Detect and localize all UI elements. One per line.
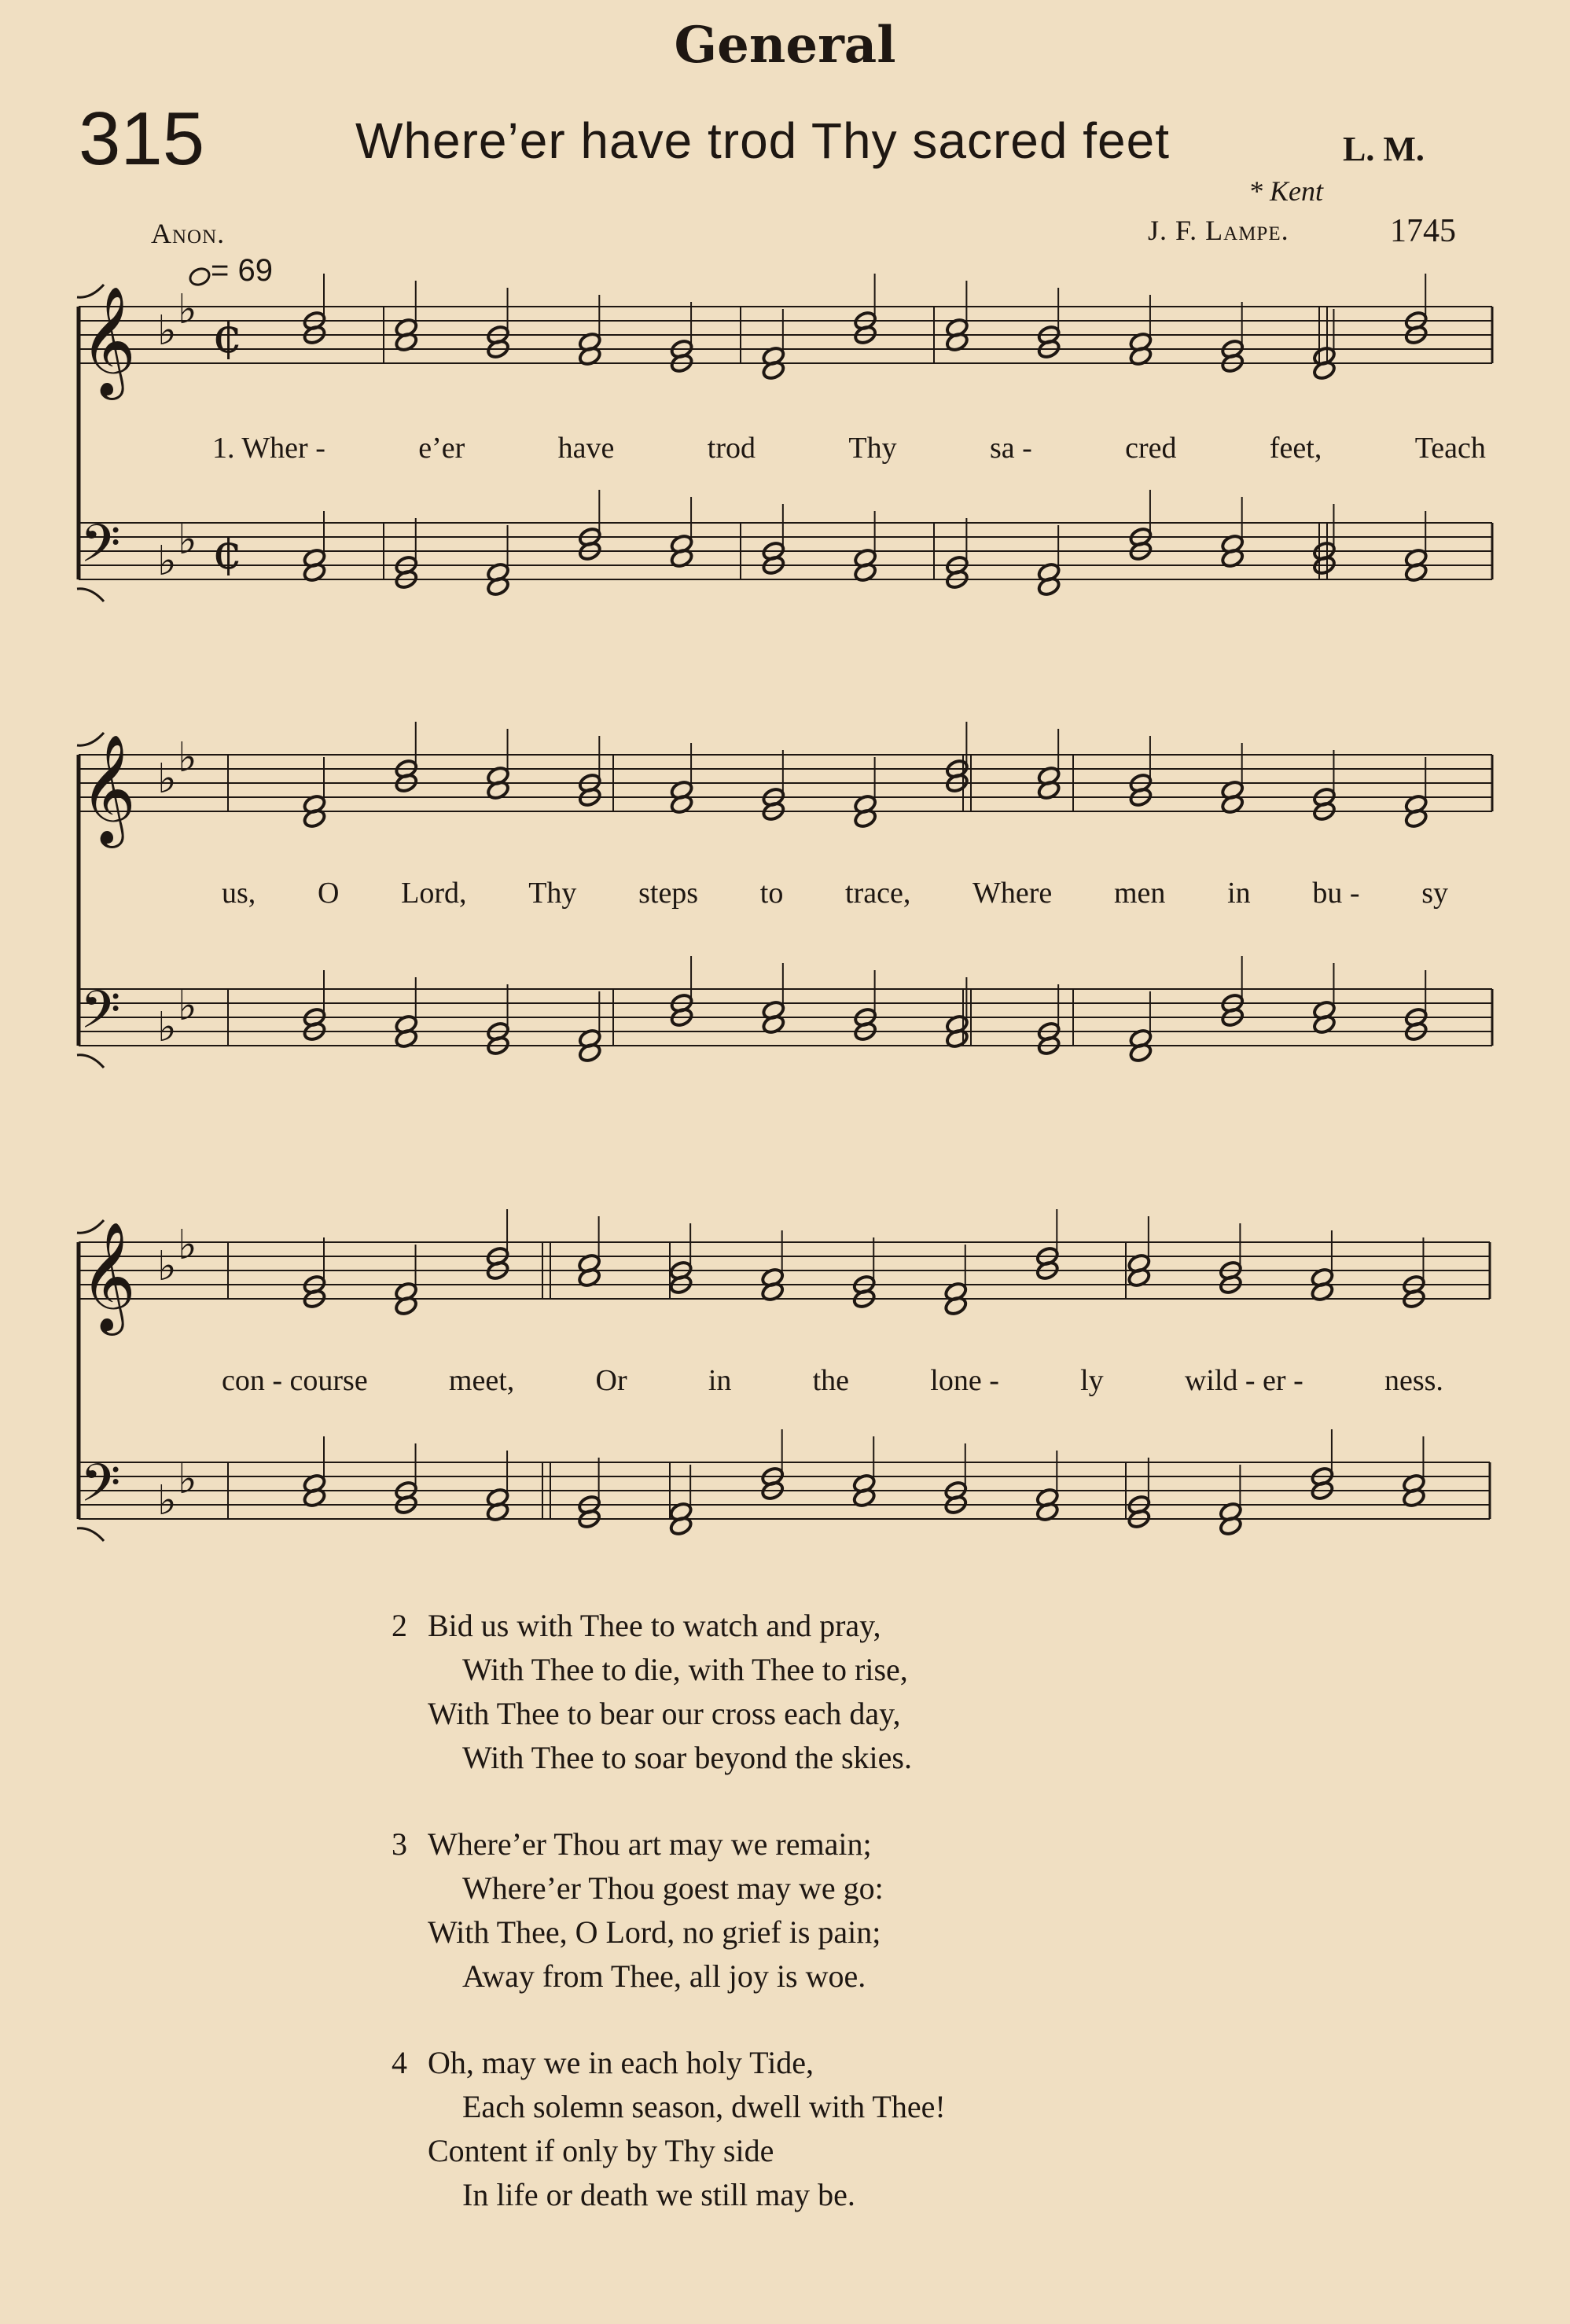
lyric-syllable: Lord,: [401, 877, 467, 910]
flat-icon: ♭: [178, 734, 197, 781]
lyric-syllable: con - course: [222, 1364, 368, 1397]
verse-2: [392, 1604, 912, 1780]
lyric-syllable: 1. Wher -: [212, 432, 325, 465]
treble-clef-icon: 𝄞: [80, 1222, 136, 1331]
verse-line: In life or death we still may be.: [462, 2177, 855, 2212]
bracket-hook-bottom: [77, 589, 104, 601]
lyrics-system-3: [222, 1363, 1443, 1398]
section-title: General: [674, 16, 896, 75]
lyric-syllable: sy: [1421, 877, 1448, 910]
verse-line: Bid us with Thee to watch and pray,: [428, 1608, 881, 1643]
treble-clef-icon: 𝄞: [80, 286, 136, 395]
verse-3: [392, 1822, 884, 1999]
lyric-syllable: us,: [222, 877, 256, 910]
lyric-syllable: trod: [707, 432, 756, 465]
cut-time-icon: ¢: [212, 523, 244, 580]
lyric-syllable: men: [1113, 877, 1166, 910]
year: 1745: [1390, 213, 1456, 249]
lyric-syllable: the: [812, 1364, 850, 1397]
composer: J. F. Lampe.: [1148, 215, 1289, 246]
verse-number: 3: [392, 1826, 407, 1862]
verse-4: [392, 2041, 946, 2217]
lyric-syllable: sa -: [989, 432, 1032, 465]
verse-line: Where’er Thou art may we remain;: [428, 1826, 872, 1862]
tempo-value: = 69: [211, 253, 273, 288]
tempo-marking: [189, 253, 273, 289]
bass-clef-icon: 𝄢: [80, 513, 121, 587]
lyrics-system-2: [222, 876, 1448, 910]
tune-name: * Kent: [1248, 175, 1323, 207]
verse-number: 4: [392, 2045, 407, 2080]
hymn-number: 315: [79, 97, 205, 181]
verse-line: Away from Thee, all joy is woe.: [462, 1958, 866, 1994]
lyric-syllable: O: [317, 877, 340, 910]
bass-clef-icon: 𝄢: [80, 1453, 121, 1526]
lyric-syllable: cred: [1125, 432, 1177, 465]
flat-icon: ♭: [178, 517, 197, 564]
verse-line: Where’er Thou goest may we go:: [462, 1870, 884, 1906]
flat-icon: ♭: [178, 1456, 197, 1503]
half-note-icon: [186, 264, 214, 289]
verse-line: With Thee to soar beyond the skies.: [462, 1740, 912, 1775]
meter: L. M.: [1343, 130, 1425, 168]
flat-icon: ♭: [157, 307, 177, 355]
lyric-syllable: feet,: [1269, 432, 1322, 465]
flat-icon: ♭: [157, 1004, 177, 1051]
flat-icon: ♭: [157, 756, 177, 803]
lyrics-system-1: [212, 431, 1486, 465]
lyric-syllable: to: [759, 877, 784, 910]
lyric-syllable: Or: [595, 1364, 627, 1397]
cut-time-icon: ¢: [212, 307, 244, 364]
verse-line: With Thee, O Lord, no grief is pain;: [428, 1914, 881, 1950]
author: Anon.: [151, 218, 226, 249]
verse-line: With Thee to bear our cross each day,: [428, 1696, 901, 1731]
lyric-syllable: bu -: [1312, 877, 1360, 910]
lyric-syllable: have: [557, 432, 615, 465]
verse-line: Content if only by Thy side: [428, 2133, 774, 2168]
flat-icon: ♭: [178, 1222, 197, 1269]
bass-clef-icon: 𝄢: [80, 980, 121, 1053]
verse-line: Each solemn season, dwell with Thee!: [462, 2089, 946, 2124]
flat-icon: ♭: [157, 1243, 177, 1290]
treble-clef-icon: 𝄞: [80, 734, 136, 844]
lyric-syllable: ness.: [1384, 1364, 1443, 1397]
lyric-syllable: in: [1227, 877, 1251, 910]
lyric-syllable: ly: [1080, 1364, 1104, 1397]
flat-icon: ♭: [157, 1477, 177, 1524]
hymn-title: Where’er have trod Thy sacred feet: [355, 112, 1170, 169]
lyric-syllable: e’er: [418, 432, 465, 465]
lyric-syllable: Where: [973, 877, 1053, 910]
flat-icon: ♭: [178, 286, 197, 333]
verse-number: 2: [392, 1608, 407, 1643]
lyric-syllable: Thy: [848, 432, 897, 465]
lyric-syllable: steps: [638, 877, 699, 910]
verse-line: Oh, may we in each holy Tide,: [428, 2045, 814, 2080]
lyric-syllable: wild - er -: [1184, 1364, 1303, 1397]
lyric-syllable: Teach: [1414, 432, 1486, 465]
verse-line: With Thee to die, with Thee to rise,: [462, 1652, 908, 1687]
lyric-syllable: in: [708, 1364, 732, 1397]
lyric-syllable: trace,: [845, 877, 911, 910]
lyric-syllable: lone -: [930, 1364, 999, 1397]
bracket-hook-bottom: [77, 1528, 104, 1541]
flat-icon: ♭: [178, 983, 197, 1030]
lyric-syllable: Thy: [528, 877, 577, 910]
flat-icon: ♭: [157, 538, 177, 585]
lyric-syllable: meet,: [448, 1364, 515, 1397]
bracket-hook-bottom: [77, 1055, 104, 1068]
